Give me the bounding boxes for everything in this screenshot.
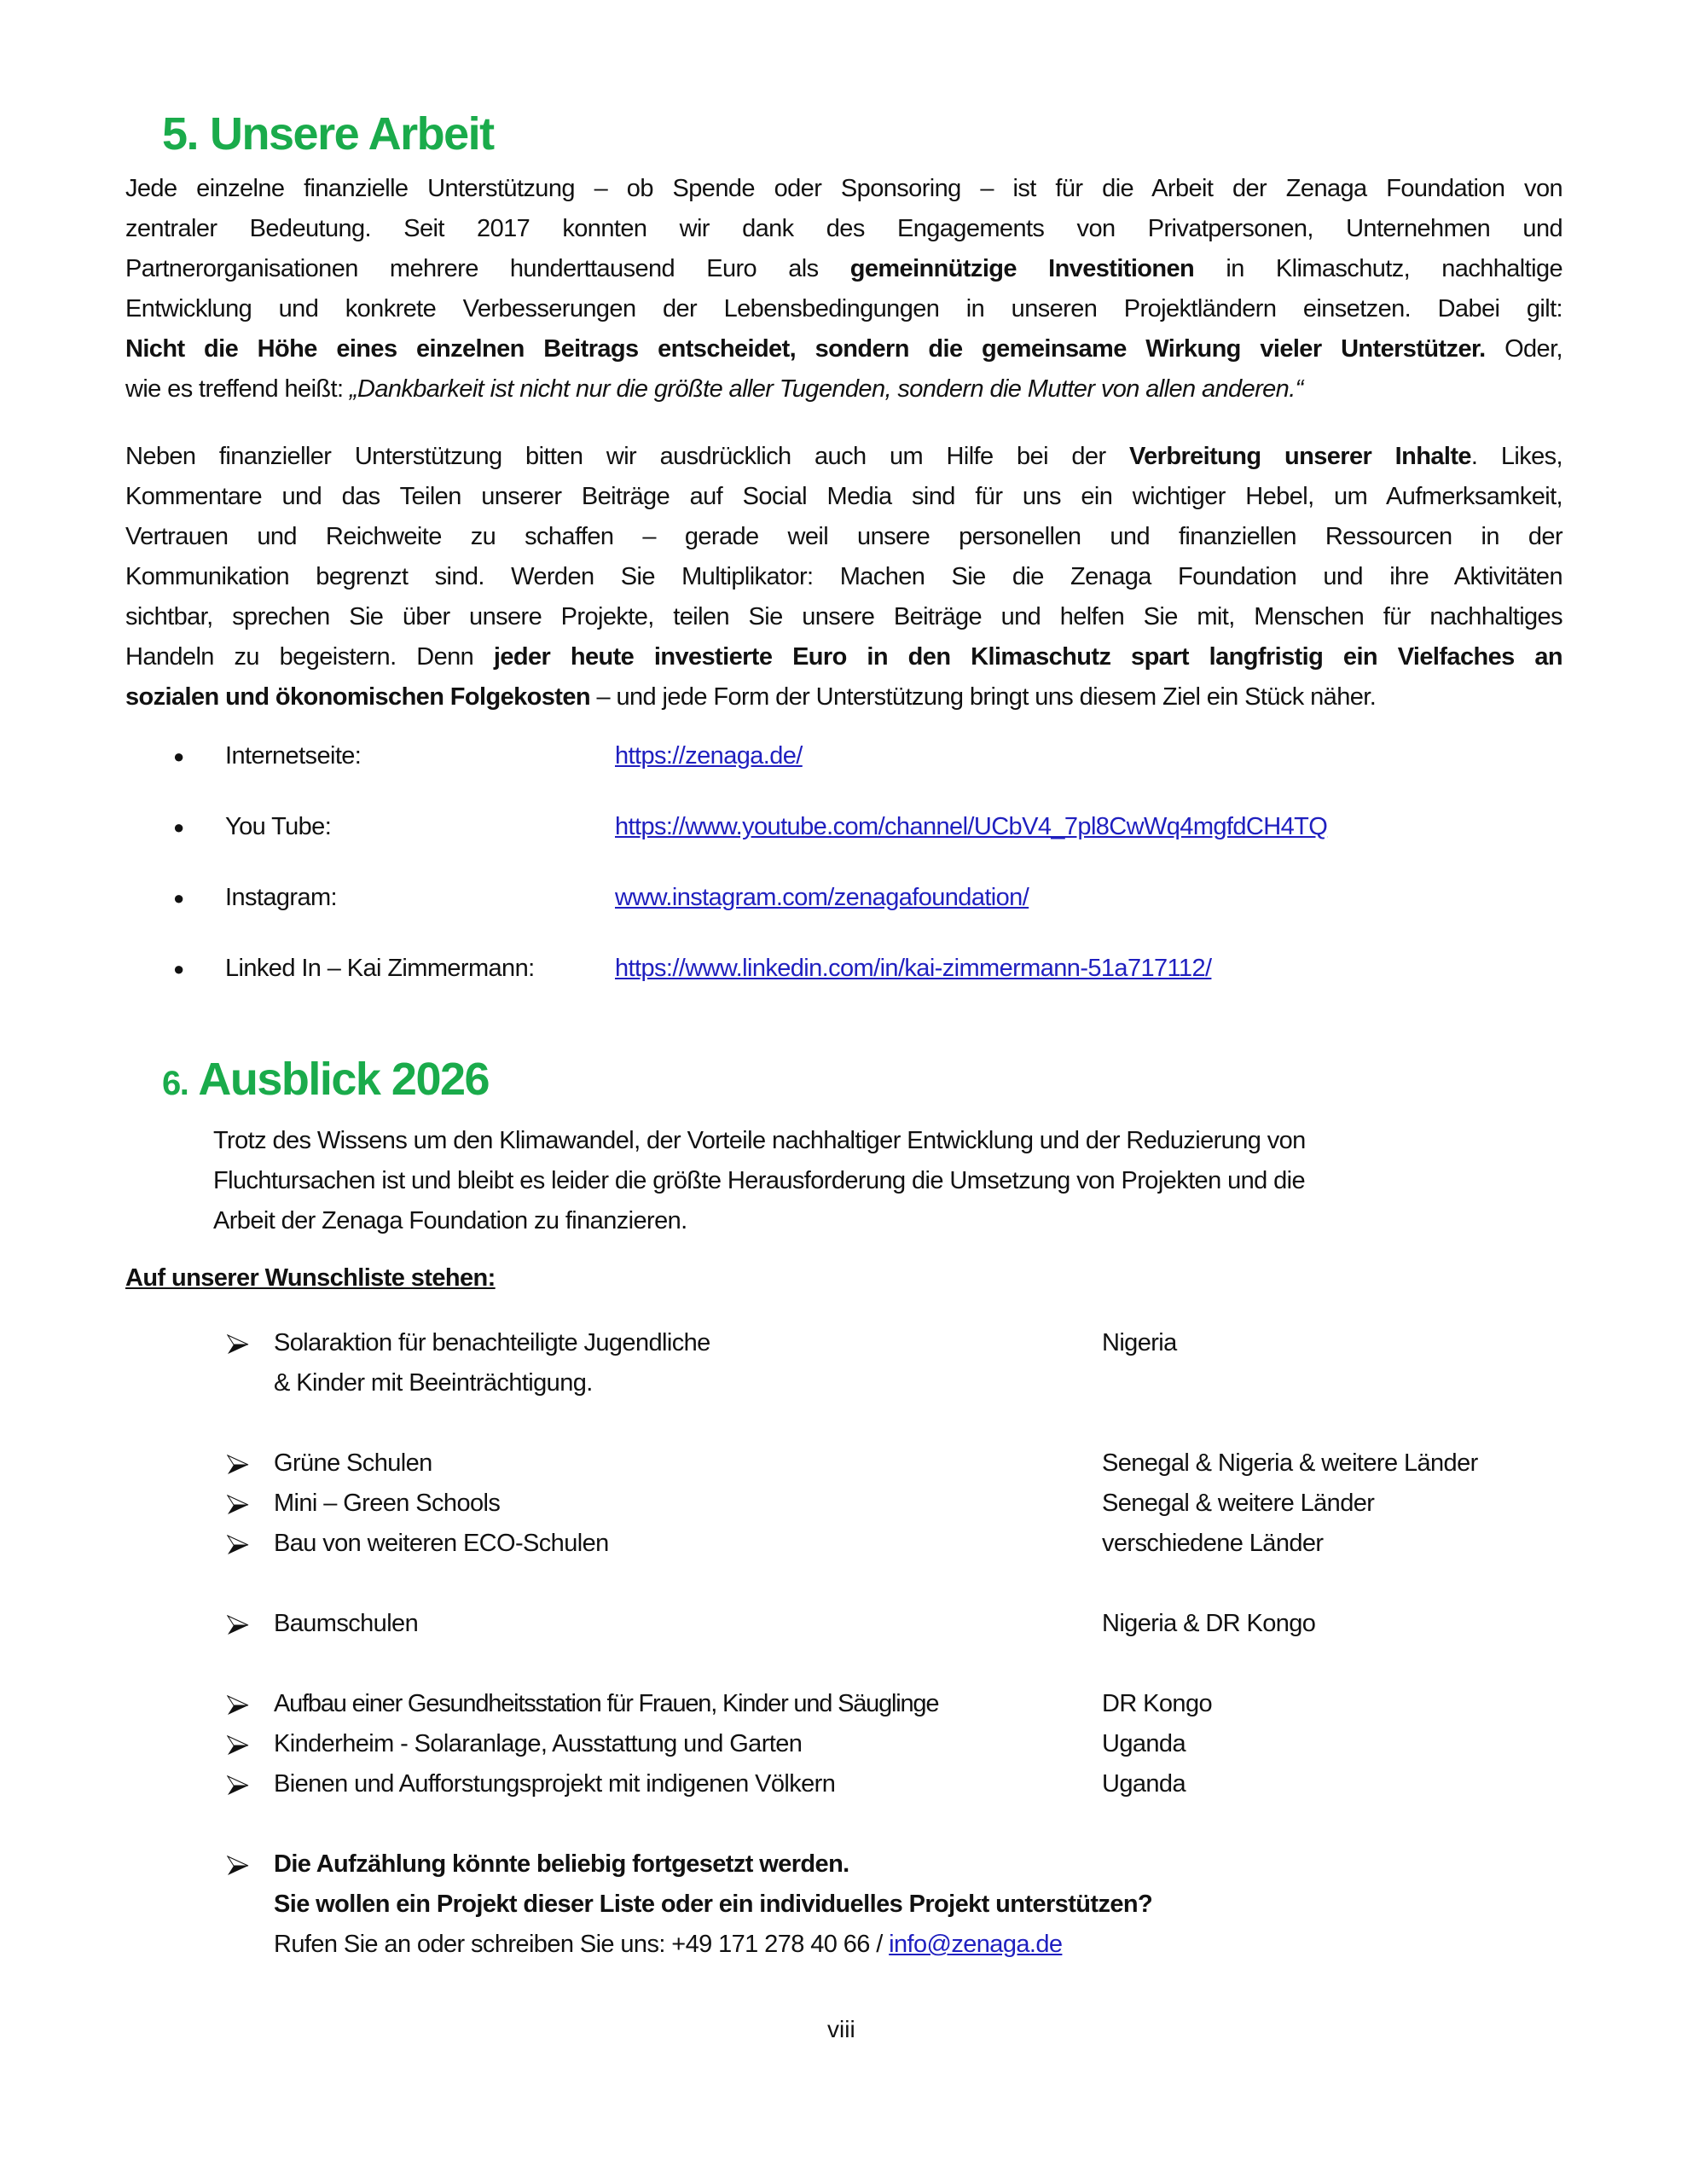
intro-line: Arbeit der Zenaga Foundation zu finanzieren. (213, 1207, 687, 1234)
wishlist-country: Senegal & weitere Länder (1102, 1490, 1375, 1517)
closing-line-2: Sie wollen ein Projekt dieser Liste oder ein individuelles Projekt unterstützen? (274, 1891, 1153, 1918)
text: – und jede Form der Unterstützung bringt uns diesem Ziel ein Stück näher. (590, 683, 1377, 711)
intro-line: Trotz des Wissens um den Klimawandel, der Vorteile nachhaltiger Entwicklung und der Reduzierung von (213, 1127, 1306, 1154)
wishlist-country: Uganda (1102, 1730, 1186, 1757)
text: Jede einzelne finanzielle Unterstützung – ob Spende oder Sponsoring – ist für die Arbeit der Zenaga Foundation von (125, 175, 1562, 202)
bullet-icon: ● (173, 887, 185, 909)
paragraph-line (125, 637, 1562, 677)
linkedin-link[interactable]: https://www.linkedin.com/in/kai-zimmermann-51a717112/ (615, 955, 1212, 982)
bullet-icon: ● (173, 746, 185, 767)
bold-text: Verbreitung unserer Inhalte (1128, 443, 1471, 470)
section-5-heading (162, 107, 494, 160)
contact-text: Rufen Sie an oder schreiben Sie uns: +49 171 278 40 66 / (274, 1931, 890, 1958)
link-label: Internetseite: (225, 742, 362, 770)
bold-text: jeder heute investierte Euro in den Klimaschutz spart langfristig ein Vielfaches an (493, 643, 1562, 671)
bullet-icon: ● (173, 816, 185, 838)
closing-line-1: Die Aufzählung könnte beliebig fortgesetzt werden. (274, 1850, 849, 1878)
wishlist-project: Solaraktion für benachteiligte Jugendliche (274, 1329, 710, 1356)
wishlist-project: Aufbau einer Gesundheitsstation für Frauen, Kinder und Säuglinge (274, 1690, 939, 1717)
section-6-title: Ausblick 2026 (198, 1054, 490, 1105)
link-label: You Tube: (225, 813, 332, 840)
text: . Likes, (1470, 443, 1563, 470)
arrow-bullet-icon (227, 1535, 249, 1555)
text: Vertrauen und Reichweite zu schaffen – gerade weil unsere personellen und finanziellen Ressourcen in der (125, 523, 1562, 550)
instagram-link[interactable]: www.instagram.com/zenagafoundation/ (615, 884, 1029, 911)
arrow-bullet-icon (227, 1856, 249, 1876)
wishlist-country: DR Kongo (1102, 1690, 1212, 1717)
email-link[interactable]: info@zenaga.de (889, 1931, 1063, 1958)
bullet-icon: ● (173, 958, 185, 979)
text: Oder, (1485, 335, 1563, 363)
text: Kommunikation begrenzt sind. Werden Sie Multiplikator: Machen Sie die Zenaga Foundation und ihre Aktivitäten (125, 563, 1562, 590)
wishlist-project: Bau von weiteren ECO-Schulen (274, 1530, 609, 1557)
wishlist-project: Baumschulen (274, 1610, 419, 1637)
arrow-bullet-icon (227, 1695, 249, 1716)
bold-text: sozialen und ökonomischen Folgekosten (125, 683, 590, 711)
arrow-bullet-icon (227, 1334, 249, 1355)
wishlist-project: Grüne Schulen (274, 1449, 432, 1477)
wishlist-project: Kinderheim - Solaranlage, Ausstattung und Garten (274, 1730, 803, 1757)
wishlist-heading: Auf unserer Wunschliste stehen: (125, 1264, 496, 1292)
paragraph-line (125, 677, 1562, 717)
arrow-bullet-icon (227, 1735, 249, 1756)
paragraph-line (125, 437, 1562, 477)
page-number: viii (827, 2016, 855, 2042)
text: sichtbar, sprechen Sie über unsere Projekte, teilen Sie unsere Beiträge und helfen Sie mit, Menschen für nachhaltiges (125, 603, 1562, 630)
paragraph-line (125, 597, 1562, 637)
text: zentraler Bedeutung. Seit 2017 konnten wir dank des Engagements von Privatpersonen, Unternehmen und (125, 215, 1562, 242)
arrow-bullet-icon (227, 1775, 249, 1796)
section-6-heading (162, 1053, 489, 1106)
website-link[interactable]: https://zenaga.de/ (615, 742, 803, 770)
wishlist-country: Uganda (1102, 1770, 1186, 1798)
paragraph-line (125, 169, 1562, 209)
text: Partnerorganisationen mehrere hunderttausend Euro als (125, 255, 850, 282)
closing-line-3 (274, 1931, 1062, 1959)
section-5-title: Unsere Arbeit (210, 108, 494, 160)
wishlist-country: Nigeria & DR Kongo (1102, 1610, 1316, 1637)
section-5-number: 5. (162, 108, 199, 160)
text: Handeln zu begeistern. Denn (125, 643, 494, 671)
paragraph-line (125, 289, 1562, 329)
quote-text: „Dankbarkeit ist nicht nur die größte aller Tugenden, sondern die Mutter von allen anderen.“ (349, 375, 1303, 403)
paragraph-line (125, 329, 1562, 369)
arrow-bullet-icon (227, 1455, 249, 1475)
link-label: Instagram: (225, 884, 337, 911)
text: wie es treffend heißt: (125, 375, 350, 403)
text: Entwicklung und konkrete Verbesserungen der Lebensbedingungen in unseren Projektländern einsetzen. Dabei gilt: (125, 295, 1562, 322)
arrow-bullet-icon (227, 1615, 249, 1635)
arrow-bullet-icon (227, 1495, 249, 1515)
wishlist-project-continued: & Kinder mit Beeinträchtigung. (274, 1369, 593, 1397)
wishlist-project: Mini – Green Schools (274, 1490, 501, 1517)
youtube-link[interactable]: https://www.youtube.com/channel/UCbV4_7pl8CwWq4mgfdCH4TQ (615, 813, 1328, 840)
paragraph-line (125, 557, 1562, 597)
wishlist-country: Senegal & Nigeria & weitere Länder (1102, 1449, 1478, 1477)
paragraph-line (125, 249, 1562, 289)
bold-text: Nicht die Höhe eines einzelnen Beitrags entscheidet, sondern die gemeinsame Wirkung vieler Unterstützer. (125, 335, 1486, 363)
section-6-number: 6. (162, 1065, 188, 1102)
intro-line: Fluchtursachen ist und bleibt es leider die größte Herausforderung die Umsetzung von Projekten und die (213, 1167, 1306, 1194)
paragraph-line (125, 477, 1562, 517)
text: Neben finanzieller Unterstützung bitten wir ausdrücklich auch um Hilfe bei der (125, 443, 1129, 470)
paragraph-line (125, 209, 1562, 249)
text: Kommentare und das Teilen unserer Beiträge auf Social Media sind für uns ein wichtiger Hebel, um Aufmerksamkeit, (125, 483, 1562, 510)
bold-text: gemeinnützige Investitionen (849, 255, 1195, 282)
link-label: Linked In – Kai Zimmermann: (225, 955, 535, 982)
wishlist-project: Bienen und Aufforstungsprojekt mit indigenen Völkern (274, 1770, 836, 1798)
wishlist-country: Nigeria (1102, 1329, 1177, 1356)
paragraph-line (125, 369, 1562, 410)
paragraph-line (125, 517, 1562, 557)
text: in Klimaschutz, nachhaltige (1194, 255, 1562, 282)
wishlist-country: verschiedene Länder (1102, 1530, 1324, 1557)
